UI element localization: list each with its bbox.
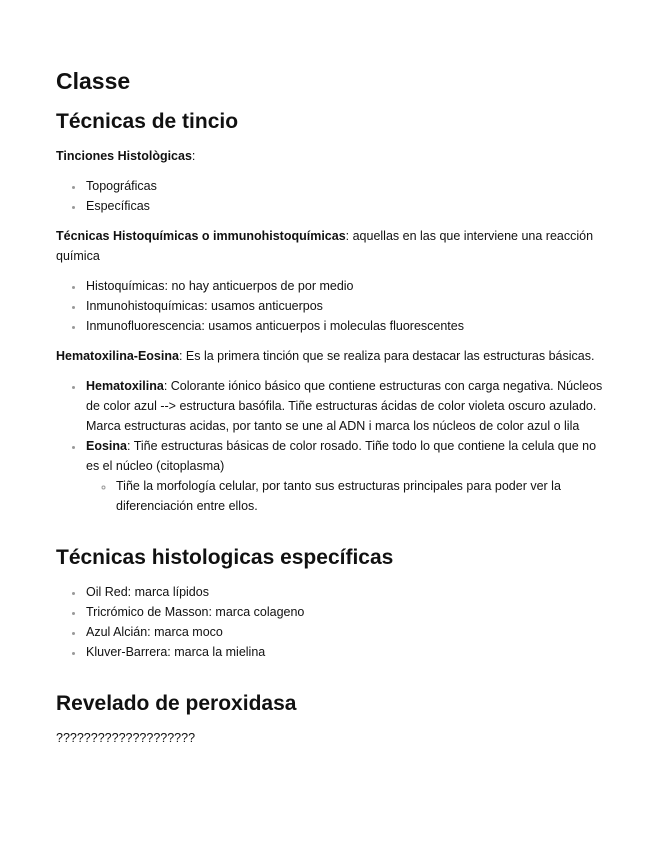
section-heading-tecnicas-especificas: Técnicas histologicas específicas (56, 546, 394, 569)
list-item-eosina (84, 436, 607, 516)
section-heading-tecnicas-de-tincio: Técnicas de tincio (56, 110, 239, 133)
term-tecnicas-histoquimicas: Técnicas Histoquímicas o immunohistoquímicas (56, 229, 346, 243)
list-tecnicas-histoquimicas (56, 276, 607, 336)
list-item: • Tricrómico de Masson: marca colageno (84, 602, 607, 622)
list-item: • Kluver-Barrera: marca la mielina (84, 642, 607, 662)
paragraph-hematoxilina-eosina (56, 346, 607, 366)
term-hematoxilina-eosina: Hematoxilina-Eosina (56, 349, 179, 363)
list-item-text: : Colorante iónico básico que contiene estructuras con carga negativa. Núcleos de color azul --> estructura basófila. Tiñe estructuras ácidas de color violeta oscuro azulado. Marca estructuras acidas, por tanto se une al ADN i marca los núcleos de color azul o lila (86, 379, 603, 433)
list-item-hematoxilina (84, 376, 607, 436)
paragraph-text: : aquellas en las que interviene una reacción química (56, 229, 594, 263)
term-eosina: Eosina (86, 439, 127, 453)
list-item: • Topográficas (84, 176, 607, 196)
page-title: Classe (56, 68, 131, 94)
list-item: • Inmunofluorescencia: usamos anticuerpos i moleculas fluorescentes (84, 316, 607, 336)
term-tinciones-histologicas: Tinciones Histològicas (56, 149, 192, 163)
paragraph-tecnicas-histoquimicas (56, 226, 607, 266)
list-hematoxilina-eosina (56, 376, 607, 516)
sublist-eosina (86, 476, 607, 516)
list-item: • Oil Red: marca lípidos (84, 582, 607, 602)
paragraph-text: : Es la primera tinción que se realiza para destacar las estructuras básicas. (178, 349, 595, 363)
list-item: • Específicas (84, 196, 607, 216)
list-tinciones-histologicas (56, 176, 607, 216)
list-item: • Inmunohistoquímicas: usamos anticuerpos (84, 296, 607, 316)
term-hematoxilina: Hematoxilina (86, 379, 164, 393)
paragraph-revelado-peroxidasa: ???????????????????? (56, 731, 196, 745)
section-heading-revelado-peroxidasa: Revelado de peroxidasa (56, 692, 297, 715)
paragraph-text: : (191, 149, 196, 163)
list-item: ◦ Tiñe la morfología celular, por tanto sus estructuras principales para poder ver la diferenciación entre ellos. (114, 476, 607, 516)
list-item: • Histoquímicas: no hay anticuerpos de por medio (84, 276, 607, 296)
list-tecnicas-especificas (56, 582, 607, 662)
list-item: • Azul Alcián: marca moco (84, 622, 607, 642)
list-item-text: : Tiñe estructuras básicas de color rosado. Tiñe todo lo que contiene la celula que no es el núcleo (citoplasma) (86, 439, 597, 473)
paragraph-tinciones-histologicas (56, 146, 607, 166)
